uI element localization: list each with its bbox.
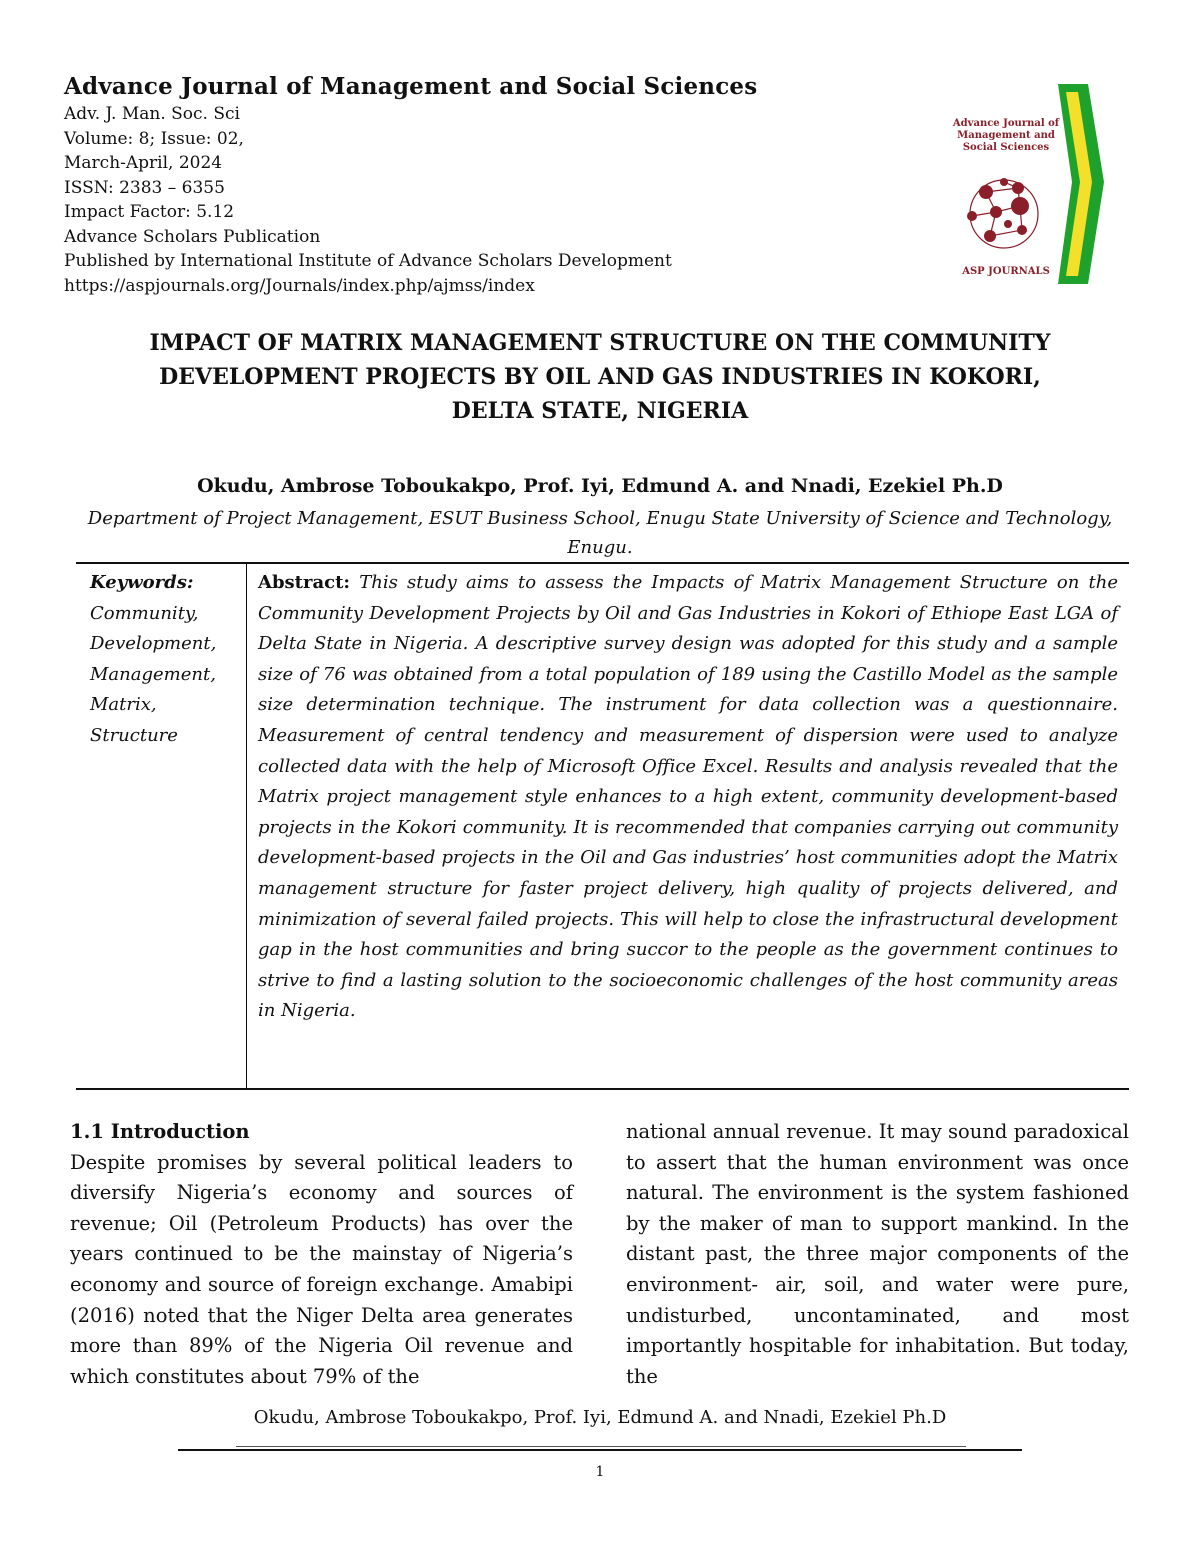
keyword-item: Development, xyxy=(90,633,217,654)
footer-rule-thin xyxy=(236,1446,966,1447)
footer-authors: Okudu, Ambrose Toboukakpo, Prof. Iyi, Edmund A. and Nnadi, Ezekiel Ph.D xyxy=(253,1407,947,1428)
right-column-text: national annual revenue. It may sound paradoxical to assert that the human environment was once natural. The environment is the system fashioned by the maker of man to support mankind. In the distant past, the three major components of the environment- air, soil, and water were pure, undisturbed, uncontaminated, and most importantly hospitable for inhabitation. But today, the xyxy=(626,1120,1129,1388)
journal-published-by: Published by International Institute of Advance Scholars Development xyxy=(64,251,672,271)
paper-title: IMPACT OF MATRIX MANAGEMENT STRUCTURE ON THE COMMUNITY DEVELOPMENT PROJECTS BY OIL AND GAS INDUSTRIES IN KOKORI, DELTA STATE, NIGERIA xyxy=(149,330,1051,424)
section-heading: 1.1 Introduction xyxy=(70,1120,250,1143)
table-divider xyxy=(246,564,247,1088)
left-column-text: Despite promises by several political leaders to diversify Nigeria’s economy and sources of revenue; Oil (Petroleum Products) has over the years continued to be the mainstay of Nigeria’s economy and source of foreign exchange. Amabipi (2016) noted that the Niger Delta area generates more than 89% of the Nigeria Oil revenue and which constitutes about 79% of the xyxy=(70,1150,573,1388)
paper-affiliation: Department of Project Management, ESUT Business School, Enugu State University of Science and Technology, Enugu. xyxy=(87,508,1113,558)
logo-footer: ASP JOURNALS xyxy=(962,266,1050,277)
body-right-column xyxy=(626,1117,1129,1392)
journal-date: March-April, 2024 xyxy=(64,153,223,173)
keywords-cell xyxy=(90,568,240,751)
keyword-item: Structure xyxy=(90,724,178,746)
footer-rule xyxy=(178,1449,1022,1452)
journal-abbrev: Adv. J. Man. Soc. Sci xyxy=(64,104,240,124)
abstract-text: This study aims to assess the Impacts of Matrix Management Structure on the Community Development Projects by Oil and Gas Industries in Kokori of Ethiope East LGA of Delta State in Nigeria. A descriptive survey design was adopted for this study and a sample size of 76 was obtained from a total population of 189 using the Castillo Model as the sample size determination technique. The instrument for data collection was a questionnaire. Measurement of central tendency and measurement of dispersion were used to analyze collected data with the help of Microsoft Office Excel. Results and analysis revealed that the Matrix project management style enhances to a high extent, community development-based projects in the Kokori community. It is recommended that companies carrying out community development-based projects in the Oil and Gas industries’ host communities adopt the Matrix management structure for faster project delivery, high quality of projects delivered, and minimization of several failed projects. This will help to close the infrastructural development gap in the host communities and bring succor to the people as the government continues to strive to find a lasting solution to the socioeconomic challenges of the host community areas in Nigeria. xyxy=(258,572,1118,1022)
journal-publisher: Advance Scholars Publication xyxy=(64,226,321,247)
abstract-label: Abstract: xyxy=(258,572,351,593)
logo-title: Advance Journal of Management and Social Sciences xyxy=(952,118,1060,153)
keyword-item: Management, xyxy=(90,663,216,685)
journal-title: Advance Journal of Management and Social Sciences xyxy=(64,73,758,100)
network-logo-icon xyxy=(946,84,1108,284)
journal-issn: ISSN: 2383 – 6355 xyxy=(64,177,225,198)
keyword-item: Matrix, xyxy=(90,694,157,715)
abstract-cell xyxy=(258,568,1118,1027)
keyword-item: Community, xyxy=(90,602,199,624)
body-left-column xyxy=(70,1117,573,1392)
page-number: 1 xyxy=(595,1464,605,1480)
journal-volume: Volume: 8; Issue: 02, xyxy=(64,128,244,149)
journal-impact-factor: Impact Factor: 5.12 xyxy=(64,202,235,222)
paper-authors: Okudu, Ambrose Toboukakpo, Prof. Iyi, Edmund A. and Nnadi, Ezekiel Ph.D xyxy=(197,475,1003,497)
journal-logo xyxy=(946,84,1108,284)
keywords-abstract-table xyxy=(76,562,1129,1090)
keywords-label: Keywords: xyxy=(90,572,194,593)
journal-url[interactable]: https://aspjournals.org/Journals/index.php/ajmss/index xyxy=(64,275,535,296)
journal-header xyxy=(64,72,884,298)
